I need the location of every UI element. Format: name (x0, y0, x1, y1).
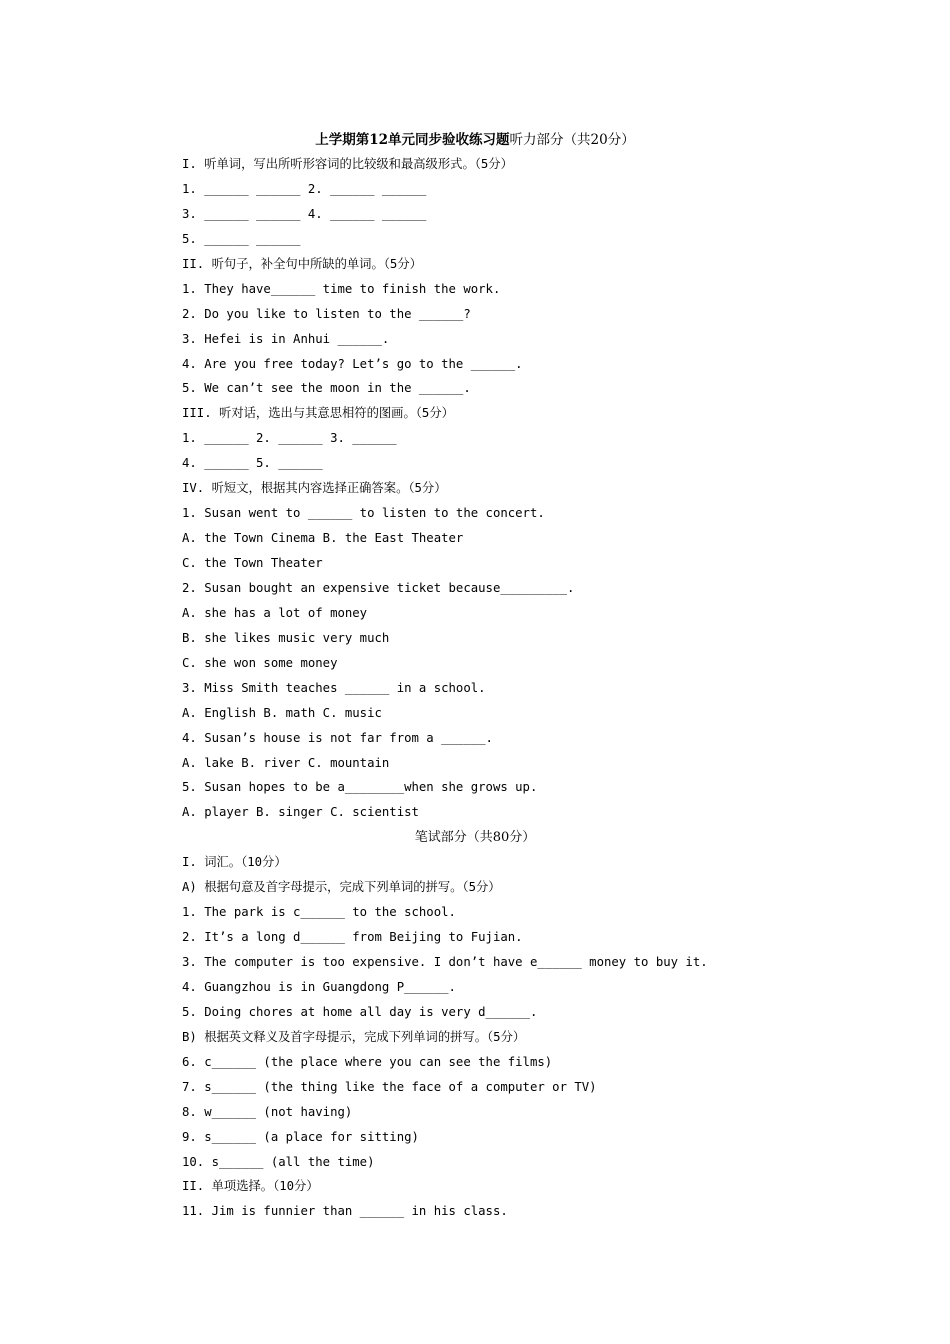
text-line: 4. Susan’s house is not far from a ______. (182, 730, 493, 745)
text-line: 3. Miss Smith teaches ______ in a school. (182, 680, 486, 695)
text-line: II. 听句子，补全句中所缺的单词。（5分） (182, 256, 422, 271)
text-line: 4. Guangzhou is in Guangdong P______. (182, 979, 456, 994)
text-line: 4. ______ 5. ______ (182, 456, 323, 471)
text-line: B) 根据英文释义及首字母提示，完成下列单词的拼写。（5分） (182, 1029, 526, 1044)
text-line: A. she has a lot of money (182, 605, 368, 620)
text-line: 1. Susan went to ______ to listen to the concert. (182, 506, 545, 521)
text-line: 3. The computer is too expensive. I don’t have e______ money to buy it. (182, 955, 708, 969)
section-gap (182, 825, 882, 850)
text-line: 5. Doing chores at home all day is very d______. (182, 1004, 538, 1019)
text-line: IV. 听短文，根据其内容选择正确答案。（5分） (182, 481, 447, 496)
text-line: A. the Town Cinema B. the East Theater (182, 531, 464, 546)
text-line: 1. ______ ______ 2. ______ ______ (182, 181, 427, 196)
text-line: 1. They have______ time to finish the work. (182, 281, 501, 296)
text-line: A. lake B. river C. mountain (182, 755, 390, 770)
text-line: 5. ______ ______ (182, 231, 301, 246)
text-line: 4. Are you free today? Let’s go to the ______. (182, 356, 523, 371)
text-line: 5. We can’t see the moon in the ______. (182, 381, 471, 396)
title-bold: 上学期第12单元同步验收练习题 (315, 132, 510, 148)
text-line: 3. ______ ______ 4. ______ ______ (182, 206, 427, 221)
text-line: 2. Susan bought an expensive ticket because_________. (182, 580, 575, 595)
text-line: 9. s______ (a place for sitting) (182, 1129, 419, 1144)
text-line: C. she won some money (182, 655, 338, 670)
text-line: 7. s______ (the thing like the face of a computer or TV) (182, 1079, 597, 1094)
text-line: B. she likes music very much (182, 630, 390, 645)
text-line: A) 根据句意及首字母提示，完成下列单词的拼写。（5分） (182, 880, 501, 895)
text-line: 6. c______ (the place where you can see the films) (182, 1054, 553, 1069)
question-lines (182, 152, 882, 1224)
text-line: III. 听对话，选出与其意思相符的图画。（5分） (182, 406, 454, 421)
text-line: 2. Do you like to listen to the ______? (182, 306, 471, 321)
page-title (0, 128, 950, 148)
text-line: 11. Jim is funnier than ______ in his class. (182, 1204, 508, 1219)
written-section-heading: 笔试部分（共80分） (414, 830, 536, 845)
text-line: A. player B. singer C. scientist (182, 805, 419, 820)
text-line: 3. Hefei is in Anhui ______. (182, 331, 390, 346)
text-line: 10. s______ (all the time) (182, 1154, 375, 1169)
text-line: 8. w______ (not having) (182, 1104, 353, 1119)
text-line: 1. The park is c______ to the school. (182, 905, 456, 920)
text-line: 5. Susan hopes to be a________when she grows up. (182, 780, 538, 795)
text-line: I. 听单词，写出所听形容词的比较级和最高级形式。（5分） (182, 157, 513, 171)
text-line: C. the Town Theater (182, 556, 323, 570)
text-line: 2. It’s a long d______ from Beijing to Fujian. (182, 930, 523, 945)
text-line: A. English B. math C. music (182, 705, 382, 720)
text-line: 1. ______ 2. ______ 3. ______ (182, 431, 397, 446)
text-line: I. 词汇。（10分） (182, 855, 287, 870)
text-line: II. 单项选择。（10分） (182, 1179, 319, 1194)
title-rest: 听力部分（共20分） (509, 132, 635, 148)
